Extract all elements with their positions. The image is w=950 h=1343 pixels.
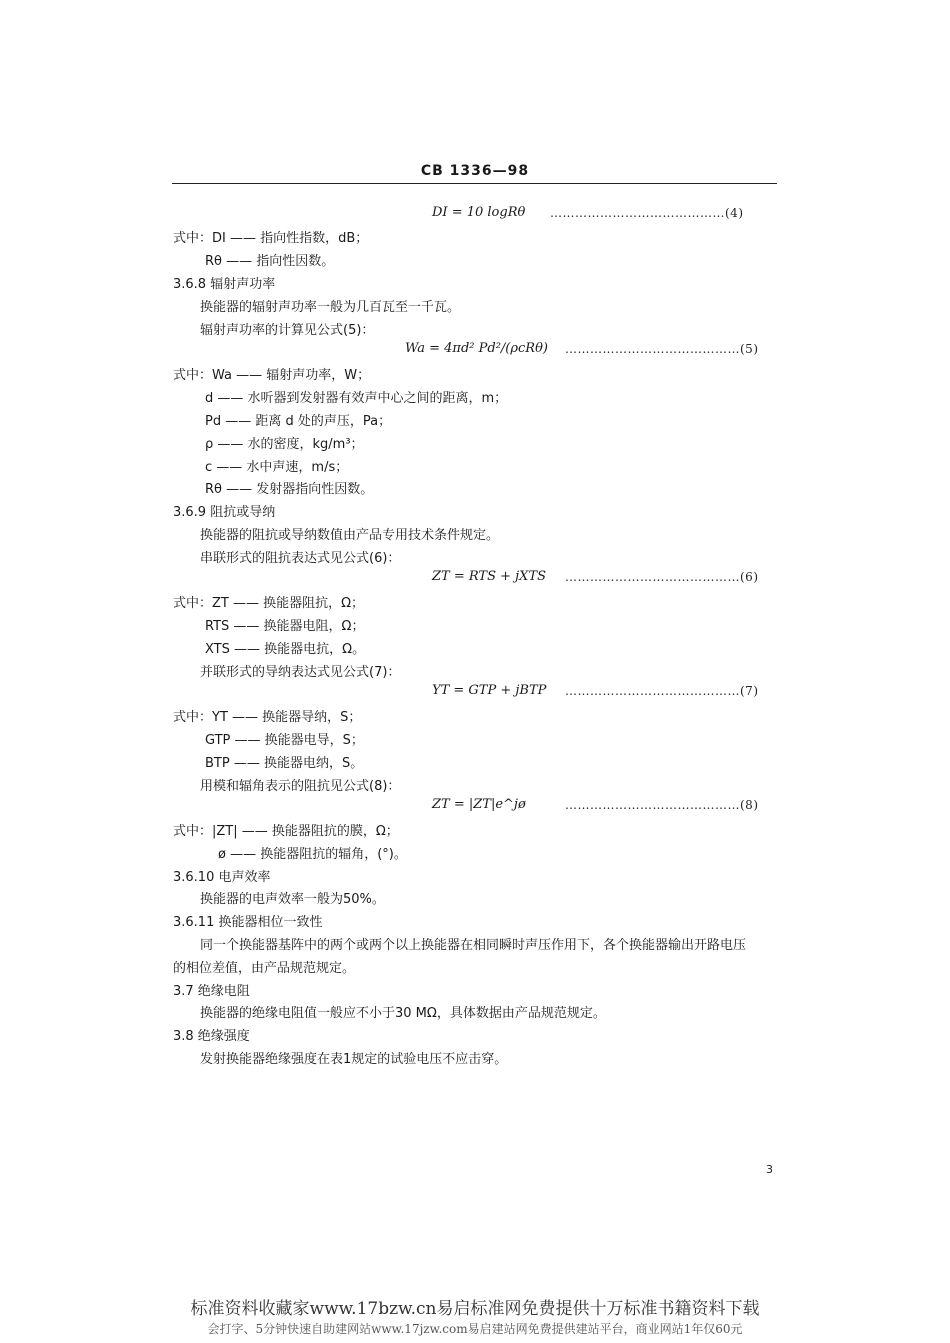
text-line: 的相位差值，由产品规范规定。: [173, 961, 356, 976]
text-line: 换能器的电声效率一般为50%。: [200, 892, 385, 907]
text-line: RTS —— 换能器电阻，Ω；: [205, 619, 365, 634]
text-line: 并联形式的导纳表达式见公式(7)：: [200, 665, 401, 680]
text-line: 式中：|ZT| —— 换能器阻抗的膜，Ω；: [173, 824, 399, 839]
text-line: 辐射声功率的计算见公式(5)：: [200, 323, 375, 338]
text-line: d —— 水听器到发射器有效声中心之间的距离，m；: [205, 391, 508, 406]
text-line: ρ —— 水的密度，kg/m³；: [205, 437, 364, 452]
text-line: 同一个换能器基阵中的两个或两个以上换能器在相同瞬时声压作用下，各个换能器输出开路电压: [200, 938, 747, 953]
text-line: BTP —— 换能器电纳，S。: [205, 756, 364, 771]
text-line: 用模和辐角表示的阻抗见公式(8)：: [200, 779, 401, 794]
formula-f8: ZT = |ZT|e^jø: [432, 797, 526, 812]
section-heading: 3.6.10 电声效率: [173, 870, 271, 885]
page-number: 3: [766, 1163, 773, 1176]
watermark-line-1[interactable]: 标准资料收藏家www.17bzw.cn易启标准网免费提供十万标准书籍资料下载: [190, 1299, 760, 1319]
formula-f4: DI = 10 logRθ: [432, 205, 526, 220]
section-heading: 3.6.11 换能器相位一致性: [173, 915, 323, 930]
text-line: XTS —— 换能器电抗，Ω。: [205, 642, 366, 657]
text-line: Rθ —— 指向性因数。: [205, 254, 335, 269]
equation-number: ……………………………………(8): [565, 798, 759, 812]
text-line: 式中：ZT —— 换能器阻抗，Ω；: [173, 596, 365, 611]
equation-number: ……………………………………(4): [550, 206, 744, 220]
watermark-line-2[interactable]: 会打字、5分钟快速自助建网站www.17jzw.com易启建站网免费提供建站平台，商业网站1年仅60元: [207, 1322, 743, 1336]
section-heading: 3.7 绝缘电阻: [173, 984, 250, 999]
text-line: 换能器的绝缘电阻值一般应不小于30 MΩ，具体数据由产品规范规定。: [200, 1006, 606, 1021]
section-heading: 3.6.9 阻抗或导纳: [173, 505, 276, 520]
text-line: GTP —— 换能器电导，S；: [205, 733, 364, 748]
equation-number: ……………………………………(5): [565, 342, 759, 356]
text-line: 换能器的辐射声功率一般为几百瓦至一千瓦。: [200, 300, 461, 315]
text-line: 换能器的阻抗或导纳数值由产品专用技术条件规定。: [200, 528, 500, 543]
text-line: c —— 水中声速，m/s；: [205, 460, 349, 475]
text-line: 发射换能器绝缘强度在表1规定的试验电压不应击穿。: [200, 1052, 508, 1067]
equation-number: ……………………………………(6): [565, 570, 759, 584]
text-line: 式中：DI —— 指向性指数，dB；: [173, 231, 369, 246]
header-rule: [172, 183, 777, 184]
page-header: CB 1336—98: [420, 163, 530, 179]
text-line: Rθ —— 发射器指向性因数。: [205, 482, 374, 497]
section-heading: 3.6.8 辐射声功率: [173, 277, 276, 292]
formula-f5: Wa = 4πd² Pd²/(ρcRθ): [405, 341, 548, 356]
text-line: 串联形式的阻抗表达式见公式(6)：: [200, 551, 401, 566]
text-line: ø —— 换能器阻抗的辐角，(°)。: [218, 847, 407, 862]
formula-f6: ZT = RTS + jXTS: [432, 569, 547, 584]
section-heading: 3.8 绝缘强度: [173, 1029, 250, 1044]
formula-f7: YT = GTP + jBTP: [432, 683, 547, 698]
text-line: 式中：Wa —— 辐射声功率，W；: [173, 368, 371, 383]
text-line: Pd —— 距离 d 处的声压，Pa；: [205, 414, 392, 429]
text-line: 式中：YT —— 换能器导纳，S；: [173, 710, 362, 725]
equation-number: ……………………………………(7): [565, 684, 759, 698]
